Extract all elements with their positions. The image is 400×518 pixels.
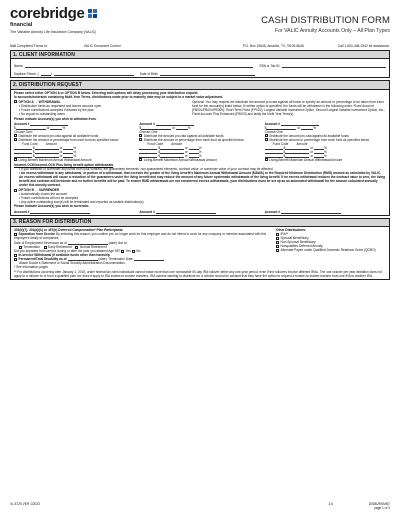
phone-area-field[interactable] bbox=[41, 72, 51, 76]
assistance-phone: Call 1-800-448-2542 for assistance. bbox=[337, 44, 390, 48]
option-b-item: • Any active outstanding loan(s) will be terminated and reported as taxable distribution(s) bbox=[19, 200, 144, 205]
corebridge-mark-icon bbox=[87, 8, 100, 21]
other-option: Alternate Payee under Qualified Domestic Relations Order (QDRO) bbox=[276, 248, 386, 252]
choose-one-label: Choose One: bbox=[14, 129, 33, 134]
option-a-checkbox[interactable] bbox=[14, 100, 17, 103]
option-b-checkbox[interactable] bbox=[14, 189, 17, 192]
choose-one-label: Choose One: bbox=[139, 129, 159, 134]
company-name: The Variable Annuity Life Insurance Company (VALIC) bbox=[10, 29, 97, 34]
income-lock-bullet: • An excess withdrawal is any withdrawal, or portion of a withdrawal, that exceeds the greater of the living benefit's Maximum Annual Withdrawal Amount (MAWA) or the Required Minimum Distribution (RMD) amount as calculated by VALIC. An excess withdrawal will cause a reduction of the guarantees under the living benefit and may reduce the amount of any future systematic withdrawals of the living benefit. If an excess withdrawal reduces the contract value to zero, the living benefit and contract will terminate and no further benefits will be paid. To ensure RMD withdrawals are not considered excess withdrawals, your distributions must be set up as an automated withdrawal for the amount calculated annually under this annuity contract. bbox=[19, 170, 386, 187]
disability-checkbox[interactable] bbox=[14, 258, 17, 261]
logo-subtitle: financial bbox=[10, 22, 33, 28]
option-a-title: OPTION A → WITHDRAWAL bbox=[18, 99, 61, 104]
other-checkbox[interactable] bbox=[276, 249, 279, 252]
dob-label: Date of Birth: bbox=[139, 72, 159, 77]
other-option: Spousal Beneficiary bbox=[276, 236, 386, 240]
section-heading: 2. DISTRIBUTION REQUEST bbox=[11, 81, 389, 89]
separation-title: Separation from Service bbox=[18, 231, 56, 236]
age55-no-checkbox[interactable] bbox=[132, 250, 135, 253]
prorata-checkbox[interactable] bbox=[14, 134, 17, 137]
form-version: 2.6 bbox=[328, 502, 333, 506]
income-lock-title: IncomeLOCK/IncomeLOCK Plus living benefit option withdrawals bbox=[14, 162, 114, 167]
income-lock-bullet: • If you withdraw or surrender any funds from your contract, the guaranteed elements, non-guaranteed elements, contract value, or surrender value of your contract may be affected. bbox=[19, 166, 274, 171]
phone-field[interactable] bbox=[54, 72, 134, 76]
option-b-title: OPTION B → SURRENDER bbox=[18, 188, 60, 193]
form-code: DISBURSMNT bbox=[368, 502, 390, 506]
section-heading: 3. REASON FOR DISTRIBUTION bbox=[11, 219, 389, 227]
page-footer bbox=[10, 502, 390, 510]
account-block: Account # $ or % Choose One: Distribute the amount pro-rata against all available funds Distribute the amount or percentage from each fund as specified below Fund Code Amount $ or % $ or % $ or % Living-Benefit Maximum Annual Withdrawal Amount bbox=[139, 122, 260, 162]
distribution-request-section: 2. DISTRIBUTION REQUEST Please select either OPTION A or OPTION B below. Selecting both options will delay processing your distribution request. In accounts/contracts containing Multi-Year Terms, distributions made prior to maturity date may be subject to a market value adjustment. OPTION A → WITHDRAWAL • Distribution funds as requested and leaves account open • Future contributions accepted if allowed by the plan • No impact to outstanding loans Optional: You may request we distribute the amount pro-rata against all funds or specify an amount or percentage to be taken from each fund for the account(s) listed below. If neither option is specified, the funds will be withdrawn in the following order: Fixed Account (FB001/FB004/FB009); Short Term Fixed (FP002); Largest Variable Investment Option, Second Largest Variable Investment Option, etc., Fixed Account Plus Enhanced (FB003) and lastly the Multi-Year Term(s). Please indicate Account(s) you wish to withdraw from. Account # $ or % Choose One: Distribute the amount pro-rata against all available funds Distribute the amount or percentage from each fund as specified below Fund Code Amount $ or % $ or % $ or % Living-Benefit Maximum Annual Withdrawal Amount Account # $ or % Choose One: Distribute the amount pro-rata against all available funds Distribute the amount or percentage from each fund as specified below Fund Code Amount $ or % $ or % $ or % Living-Benefit Maximum Annual Withdrawal Amount Account # $ or % Choose One: Distribute the amount pro-rata against all available funds Distribute the amount or percentage from each fund as specified below Fund Code Amount $ or % $ or % $ or % Living-Benefit Maximum Annual Withdrawal Amount IncomeLOCK/IncomeLOCK Plus living benefit option withdrawals • If you withdraw or surrender any funds from your contract, the guaranteed elements, non-guaranteed elements, contract value, or surrender value of your contract may be affected. • An excess withdrawal is any withdrawal, or portion of a withdrawal, that exceeds the greater of the living benefit's Maximum Annual Withdrawal Amount (MAWA) or the Required Minimum Distribution (RMD) amount as calculated by VALIC. An excess withdrawal will cause a reduction of the guarantees under the living benefit and may reduce the amount of any future systematic withdrawals of the living benefit. If an excess withdrawal reduces the contract value to zero, the living benefit and contract will terminate and no further benefits will be paid. To ensure RMD withdrawals are not considered excess withdrawals, your distributions must be set up as an automated withdrawal for the amount calculated annually under this annuity contract. OPTION B → SURRENDER • Automatically closes the account • Future contributions will not be accepted • Any active outstanding loan(s) will be terminated and reported as taxable distribution(s) Please indicate Account(s) you wish to surrender. Account # Account # Account # bbox=[10, 80, 390, 215]
page-number: page 1 of 3 bbox=[374, 506, 390, 510]
option-a-item: • No impact to outstanding loans bbox=[19, 111, 65, 116]
logo-wordmark: corebridge bbox=[10, 5, 85, 22]
mail-to-label: Mail Completed Forms to: bbox=[10, 44, 48, 48]
surrender-account-field[interactable] bbox=[156, 211, 216, 214]
form-title: CASH DISTRIBUTION FORM bbox=[261, 15, 390, 26]
surrender-account-field[interactable] bbox=[281, 211, 341, 214]
mailing-address: P.O. Box 15648, Amarillo, TX 79105-5648 bbox=[242, 44, 304, 48]
option-a-item: • Distribution funds as requested and leaves account open bbox=[19, 103, 102, 108]
ssn-field[interactable] bbox=[282, 64, 386, 68]
specified-checkbox[interactable] bbox=[14, 138, 17, 141]
plans-title: 403(b)(7), 401(a)/(k) or 457(b) Deferred Compensation* Plan Participants: bbox=[14, 227, 124, 232]
phone-close: ) bbox=[50, 72, 52, 77]
separation-text: By selecting this reason, you confirm you no longer work for this employer and do not intend to work for any company or member associated with this employer's family of companies. bbox=[14, 231, 267, 240]
surrender-account-field[interactable] bbox=[30, 211, 90, 214]
name-field[interactable] bbox=[25, 64, 253, 68]
percent-field[interactable] bbox=[176, 127, 188, 130]
section-heading: 1. CLIENT INFORMATION bbox=[11, 51, 389, 59]
specified-checkbox[interactable] bbox=[139, 138, 142, 141]
termination-date-field[interactable] bbox=[134, 258, 164, 261]
living-benefit-checkbox[interactable] bbox=[14, 158, 17, 161]
rollover-footnote: ** For distributions occurring after January 1, 2015, under federal tax rules individuals cannot make more than one nontaxable 60-day IRA rollover within any one-year period, even if the rollovers involve different IRAs. The one rollover per year limitation does not apply to a rollover to or from a qualified plan nor does it apply to IRA trustee-to-trustee transfers. IRA owners wanting to distribute for a rollover should be advised that they have the option to request a trustee-to-trustee transfer from one IRA to another IRA. bbox=[14, 269, 382, 278]
form-number: VL 8725 VER 1/2023 bbox=[10, 502, 40, 506]
name-label: Name: bbox=[14, 64, 24, 69]
form-header bbox=[10, 7, 390, 41]
doc-control: VALIC Document Control bbox=[83, 44, 121, 48]
option-b-item: • Automatically closes the account bbox=[19, 192, 68, 197]
mailing-info bbox=[10, 44, 390, 48]
other-title: Other Distributions: bbox=[276, 227, 307, 232]
account-block: Account # $ or % Choose One: Distribute the amount pro-rata against all available funds Distribute the amount or percentage from each fund as specified below Fund Code Amount $ or % $ or % $ or % Living-Benefit Maximum Annual Withdrawal Amount bbox=[265, 122, 386, 162]
other-option: Non-Spousal Beneficiary bbox=[276, 240, 386, 244]
other-option: Nonqualified Deferred Annuity bbox=[276, 244, 386, 248]
specified-checkbox[interactable] bbox=[265, 138, 268, 141]
option-a-item: • Future contributions accepted if allowed by the plan bbox=[19, 107, 94, 112]
percent-field[interactable] bbox=[50, 127, 62, 130]
form-subtitle: For VALIC Annuity Accounts Only – All Plan Types bbox=[274, 27, 390, 34]
account-block: Account # $ or % Choose One: Distribute the amount pro-rata against all available funds Distribute the amount or percentage from each fund as specified below Fund Code Amount $ or % $ or % $ or % Living-Benefit Maximum Annual Withdrawal Amount bbox=[14, 122, 135, 162]
prorata-checkbox[interactable] bbox=[139, 134, 142, 137]
living-benefit-checkbox[interactable] bbox=[139, 158, 142, 161]
optional-text: Optional: You may request we distribute the amount pro-rata against all funds or specify an amount or percentage to be taken from each fund for the account(s) listed below. If neither option is specified, the funds will be withdrawn in the following order: Fixed Account (FB001/FB004/FB009); Short Term Fixed (FP002); Largest Variable Investment Option, Second Largest Variable Investment Option, etc., Fixed Account Plus Enhanced (FB003) and lastly the Multi-Year Term(s). bbox=[192, 99, 385, 116]
age55-yes-checkbox[interactable] bbox=[121, 250, 124, 253]
phone-label: Daytime Phone: ( bbox=[14, 72, 39, 77]
withdraw-indicate-label: Please indicate Account(s) you wish to withdraw from. bbox=[14, 116, 97, 121]
living-benefit-checkbox[interactable] bbox=[265, 158, 268, 161]
choose-one-label: Choose One: bbox=[264, 129, 284, 134]
attach-note: Attach Doctor's Statement or Social Security Administration Documentation. bbox=[19, 260, 126, 265]
dob-field[interactable] bbox=[160, 72, 255, 76]
company-logo bbox=[10, 7, 100, 34]
see-info-note: * See information pages bbox=[14, 264, 49, 269]
ssn-label: SSN or Tax ID: bbox=[259, 64, 281, 69]
withdrawal-accounts bbox=[14, 122, 386, 162]
option-b-item: • Future contributions will not be accepted bbox=[19, 196, 79, 201]
surrender-indicate-label: Please indicate Account(s) you wish to surrender. bbox=[14, 204, 90, 209]
reason-section: 3. REASON FOR DISTRIBUTION 403(b)(7), 401(a)/(k) or 457(b) Deferred Compensation* Plan Participants: Separation from Service By selecting this reason, you confirm you no longer work for this employer and do not intend to work for any company or member associated with this employer's family of companies. Date of Employment Severance as of (date) due to: Termination Early Retirement Normal Retirement Did you separate from service during or after the year you attained Age 55? Yes No In-service Withdrawal (if available funds other than hardship Permanent/Total Disability as of (date). Termination Date: Attach Doctor's Statement or Social Security Administration Documentation. * See information pages Other Distributions: IRA** Spousal Beneficiary Non-Spousal Beneficiary Nonqualified Deferred Annuity Alternate Payee under Qualified Domestic Relations Order (QDRO) ** For distributions occurring after January 1, 2015, under federal tax rules individuals cannot make more than one nontaxable 60-day IRA rollover within any one-year period, even if the rollovers involve different IRAs. The one rollover per year limitation does not apply to a rollover to or from a qualified plan nor does it apply to IRA trustee-to-trustee transfers. IRA owners wanting to distribute for a rollover should be advised that they have the option to request a trustee-to-trustee transfer from one IRA to another IRA. bbox=[10, 218, 390, 280]
percent-field[interactable] bbox=[301, 127, 313, 130]
other-option: IRA** bbox=[276, 232, 386, 236]
client-information-section bbox=[10, 50, 390, 78]
prorata-checkbox[interactable] bbox=[265, 134, 268, 137]
mvA-note: In accounts/contracts containing Multi-Year Terms, distributions made prior to maturity date may be subject to a market value adjustment. bbox=[14, 94, 224, 99]
option-instructions: Please select either OPTION A or OPTION B below. Selecting both options will delay processing your distribution request. bbox=[14, 90, 199, 95]
